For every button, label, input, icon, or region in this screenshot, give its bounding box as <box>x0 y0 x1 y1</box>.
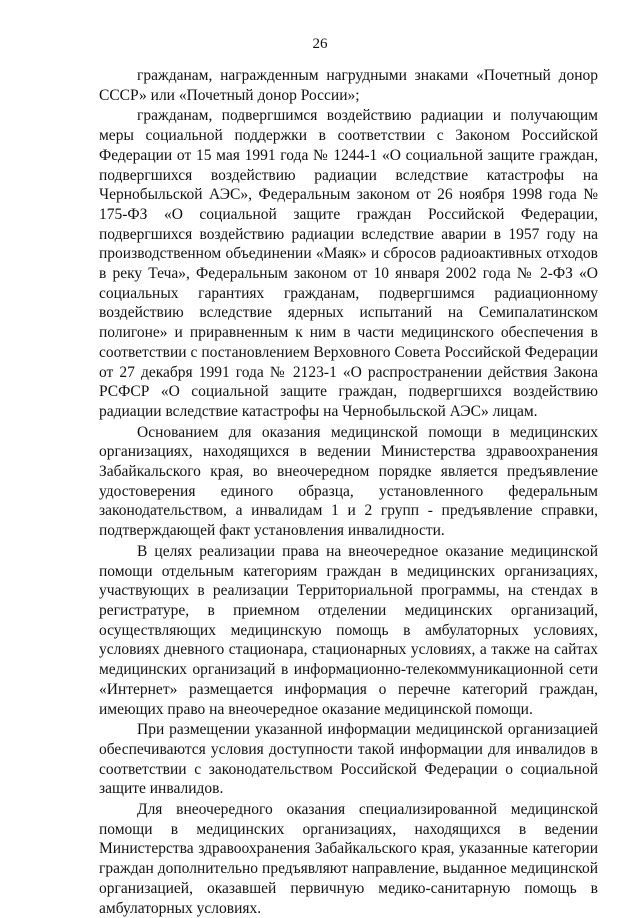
paragraph-grounds: Основанием для оказания медицинской помощи в медицинских организациях, находящихся в ведении Министерства здравоохранения Забайкальского края, во внеочередном порядке является предъявление удостоверения единого образца, установленного федеральным законодательством, а инвалидам 1 и 2 групп - предъявление справки, подтверждающей факт установления инвалидности. <box>99 423 598 540</box>
page-number: 26 <box>312 36 328 52</box>
paragraph-accessibility: При размещении указанной информации медицинской организацией обеспечиваются условия доступности такой информации для инвалидов в соответствии с законодательством Российской Федерации о социальной защите инвалидов. <box>99 721 598 798</box>
paragraph-specialized-care: Для внеочередного оказания специализированной медицинской помощи в медицинских организациях, находящихся в ведении Министерства здравоохранения Забайкальского края, указанные категории граждан дополнительно предъявляют направление, выданное медицинской организацией, оказавшей первичную медико-санитарную помощь в амбулаторных условиях. <box>99 801 598 917</box>
paragraph-information: В целях реализации права на внеочередное оказание медицинской помощи отдельным категориям граждан в медицинских организациях, участвующих в реализации Территориальной программы, на стендах в регистратуре, в приемном отделении медицинских организаций, осуществляющих медицинскую помощь в амбулаторных условиях, условиях дневного стационара, стационарных условиях, а также на сайтах медицинских организаций в информационно-телекоммуникационной сети «Интернет» размещается информация о перечне категорий граждан, имеющих право на внеочередное оказание медицинской помощи. <box>99 542 598 718</box>
document-body <box>99 66 598 918</box>
paragraph-radiation: гражданам, подвергшимся воздействию радиации и получающим меры социальной поддержки в соответствии с Законом Российской Федерации от 15 мая 1991 года № 1244-1 «О социальной защите граждан, подвергшихся воздействию радиации вследствие катастрофы на Чернобыльской АЭС», Федеральным законом от 26 ноября 1998 года № 175-ФЗ «О социальной защите граждан Российской Федерации, подвергшихся воздействию радиации вследствие аварии в 1957 году на производственном объединении «Маяк» и сбросов радиоактивных отходов в реку Теча», Федеральным законом от 10 января 2002 года № 2-ФЗ «О социальных гарантиях гражданам, подвергшимся радиационному воздействию вследствие ядерных испытаний на Семипалатинском полигоне» и приравненным к ним в части медицинского обеспечения в соответствии с постановлением Верховного Совета Российской Федерации от 27 декабря 1991 года № 2123-1 «О распространении действия Закона РСФСР «О социальной защите граждан, подвергшихся воздействию радиации вследствие катастрофы на Чернобыльской АЭС» лицам. <box>99 107 598 420</box>
paragraph-donors: гражданам, награжденным нагрудными знаками «Почетный донор СССР» или «Почетный донор России»; <box>99 67 598 104</box>
